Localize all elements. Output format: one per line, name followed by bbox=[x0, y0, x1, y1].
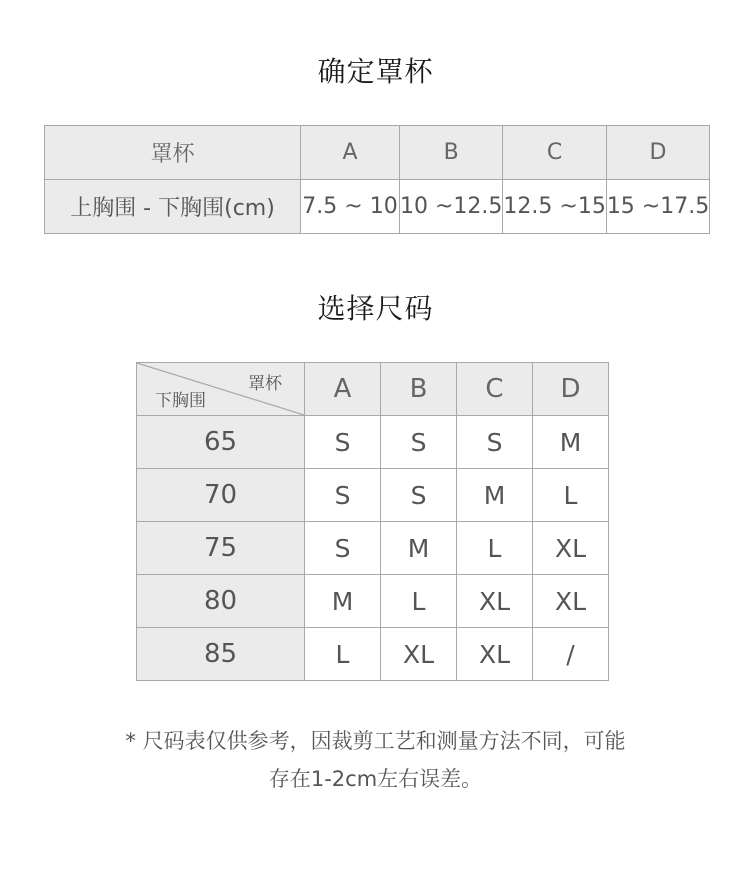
size-row bbox=[137, 628, 609, 681]
cup-range-d: 15 ~17.5 bbox=[606, 180, 709, 234]
size-table bbox=[136, 362, 609, 681]
size-row bbox=[137, 416, 609, 469]
size-cell: L bbox=[381, 575, 457, 628]
disclaimer-line-1: * 尺码表仅供参考，因裁剪工艺和测量方法不同，可能 bbox=[125, 729, 626, 753]
cup-row-label: 上胸围 - 下胸围(cm) bbox=[45, 180, 301, 234]
cup-table bbox=[44, 125, 710, 234]
cup-range-c: 12.5 ~15 bbox=[503, 180, 606, 234]
size-cell: S bbox=[305, 522, 381, 575]
cup-header-d: D bbox=[606, 126, 709, 180]
size-cell: M bbox=[533, 416, 609, 469]
size-row bbox=[137, 522, 609, 575]
band-value: 80 bbox=[137, 575, 305, 628]
size-header-b: B bbox=[381, 363, 457, 416]
size-cell: L bbox=[305, 628, 381, 681]
size-cell: S bbox=[457, 416, 533, 469]
size-cell: S bbox=[305, 416, 381, 469]
size-cell: XL bbox=[533, 522, 609, 575]
cup-header-b: B bbox=[400, 126, 503, 180]
size-cell: XL bbox=[381, 628, 457, 681]
cup-header-label: 罩杯 bbox=[45, 126, 301, 180]
size-row bbox=[137, 469, 609, 522]
size-header-a: A bbox=[305, 363, 381, 416]
size-cell: S bbox=[305, 469, 381, 522]
size-cell: XL bbox=[457, 628, 533, 681]
band-value: 70 bbox=[137, 469, 305, 522]
size-section-title: 选择尺码 bbox=[317, 292, 434, 325]
size-cell: / bbox=[533, 628, 609, 681]
cup-header-c: C bbox=[503, 126, 606, 180]
size-cell: S bbox=[381, 469, 457, 522]
size-cell: M bbox=[305, 575, 381, 628]
band-value: 75 bbox=[137, 522, 305, 575]
cup-table-header-row bbox=[45, 126, 710, 180]
size-row bbox=[137, 575, 609, 628]
size-header-c: C bbox=[457, 363, 533, 416]
size-cell: M bbox=[457, 469, 533, 522]
disclaimer-line-2: 存在1-2cm左右误差。 bbox=[268, 767, 483, 791]
cup-section-title: 确定罩杯 bbox=[317, 55, 434, 88]
size-table-header-row bbox=[137, 363, 609, 416]
size-cell: M bbox=[381, 522, 457, 575]
corner-band-label: 下胸围 bbox=[155, 391, 206, 411]
corner-cup-label: 罩杯 bbox=[248, 374, 282, 394]
size-cell: S bbox=[381, 416, 457, 469]
corner-diagonal bbox=[137, 363, 304, 415]
corner-cell bbox=[137, 363, 305, 416]
size-cell: L bbox=[457, 522, 533, 575]
cup-range-a: 7.5 ~ 10 bbox=[301, 180, 400, 234]
size-cell: XL bbox=[533, 575, 609, 628]
band-value: 65 bbox=[137, 416, 305, 469]
size-cell: XL bbox=[457, 575, 533, 628]
cup-table-row bbox=[45, 180, 710, 234]
cup-header-a: A bbox=[301, 126, 400, 180]
cup-range-b: 10 ~12.5 bbox=[400, 180, 503, 234]
band-value: 85 bbox=[137, 628, 305, 681]
size-header-d: D bbox=[533, 363, 609, 416]
size-cell: L bbox=[533, 469, 609, 522]
